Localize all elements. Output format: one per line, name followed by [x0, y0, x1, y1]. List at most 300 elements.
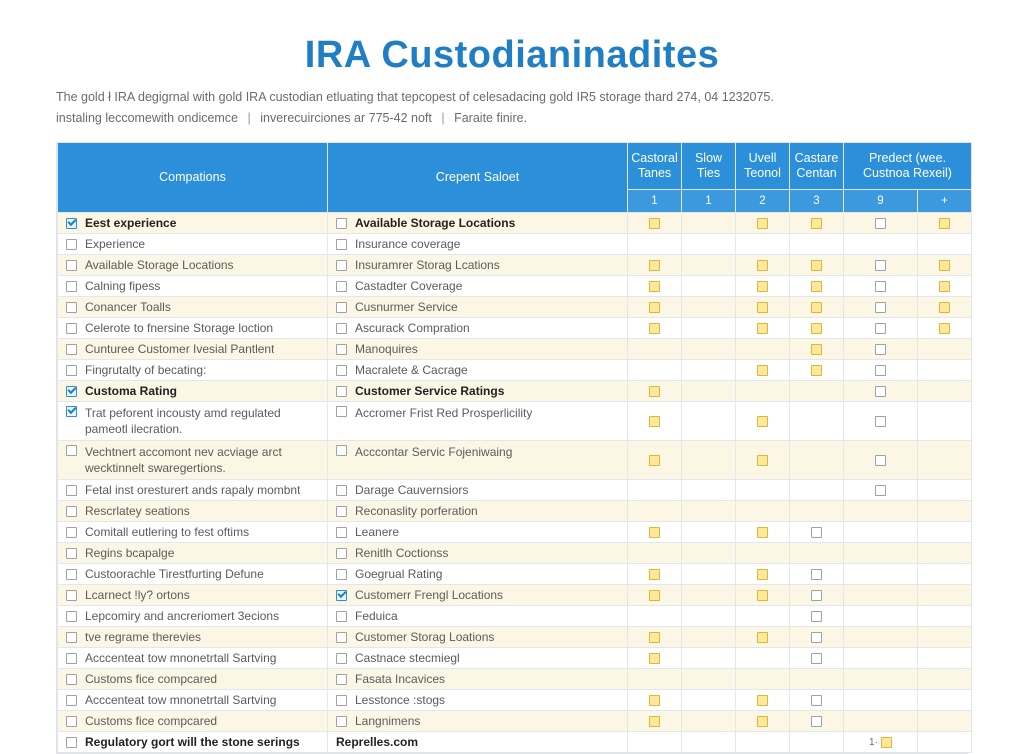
checkbox-checked-icon[interactable] [66, 218, 77, 229]
rating-cell[interactable] [844, 648, 918, 669]
rating-cell[interactable] [682, 213, 736, 234]
checkbox-filled-icon[interactable] [811, 302, 822, 313]
checkbox-icon[interactable] [811, 611, 822, 622]
checkbox-filled-icon[interactable] [811, 365, 822, 376]
rating-cell[interactable] [736, 318, 790, 339]
checkbox-icon[interactable] [66, 260, 77, 271]
rating-cell[interactable] [844, 711, 918, 732]
feature-cell [328, 480, 628, 501]
checkbox-filled-icon[interactable] [649, 323, 660, 334]
comparison-label: Experience [85, 237, 146, 252]
checkbox-icon[interactable] [66, 485, 77, 496]
rating-cell[interactable] [844, 297, 918, 318]
checkbox-filled-icon[interactable] [811, 344, 822, 355]
feature-cell [328, 690, 628, 711]
checkbox-filled-icon[interactable] [881, 737, 892, 748]
rating-cell[interactable] [790, 732, 844, 753]
checkbox-icon[interactable] [66, 674, 77, 685]
feature-cell [328, 543, 628, 564]
rating-cell[interactable] [682, 480, 736, 501]
rating-cell[interactable] [844, 339, 918, 360]
checkbox-icon[interactable] [336, 365, 347, 376]
checkbox-filled-icon[interactable] [757, 260, 768, 271]
header-col-7: Predect (wee. Custnoa Rexeil) [844, 143, 972, 190]
checkbox-icon[interactable] [336, 485, 347, 496]
rating-cell[interactable] [790, 648, 844, 669]
checkbox-icon[interactable] [336, 674, 347, 685]
checkbox-icon[interactable] [811, 695, 822, 706]
feature-cell [328, 564, 628, 585]
checkbox-icon[interactable] [875, 281, 886, 292]
checkbox-filled-icon[interactable] [649, 416, 660, 427]
rating-cell[interactable] [736, 297, 790, 318]
rating-cell[interactable] [844, 501, 918, 522]
feature-label: Lesstonce :stogs [355, 693, 446, 708]
checkbox-filled-icon[interactable] [649, 386, 660, 397]
checkbox-icon[interactable] [336, 344, 347, 355]
rating-cell[interactable] [844, 441, 918, 480]
checkbox-filled-icon[interactable] [649, 302, 660, 313]
checkbox-icon[interactable] [66, 527, 77, 538]
rating-cell[interactable] [790, 402, 844, 441]
rating-cell[interactable] [628, 234, 682, 255]
checkbox-filled-icon[interactable] [757, 365, 768, 376]
comparison-label: Comitall eutlering to fest oftims [85, 525, 250, 540]
checkbox-icon[interactable] [336, 281, 347, 292]
checkbox-icon[interactable] [336, 406, 347, 417]
rating-cell[interactable] [790, 690, 844, 711]
checkbox-icon[interactable] [875, 218, 886, 229]
rating-cell[interactable] [918, 297, 972, 318]
rating-cell[interactable] [628, 690, 682, 711]
rating-cell[interactable] [682, 234, 736, 255]
rating-cell[interactable] [682, 606, 736, 627]
comparison-cell [58, 480, 328, 501]
rating-cell[interactable] [918, 381, 972, 402]
rating-cell[interactable] [628, 648, 682, 669]
rating-cell[interactable] [918, 606, 972, 627]
checkbox-filled-icon[interactable] [757, 590, 768, 601]
rating-cell[interactable] [918, 585, 972, 606]
feature-label: Castadter Coverage [355, 279, 463, 294]
rating-cell[interactable] [918, 711, 972, 732]
rating-cell[interactable] [682, 381, 736, 402]
rating-cell[interactable] [790, 318, 844, 339]
rating-cell[interactable] [918, 543, 972, 564]
rating-cell[interactable] [790, 297, 844, 318]
rating-cell[interactable] [790, 522, 844, 543]
checkbox-icon[interactable] [336, 569, 347, 580]
checkbox-filled-icon[interactable] [757, 569, 768, 580]
checkbox-filled-icon[interactable] [649, 653, 660, 664]
rating-cell[interactable] [682, 360, 736, 381]
feature-cell [328, 276, 628, 297]
rating-cell[interactable] [736, 339, 790, 360]
checkbox-icon[interactable] [875, 365, 886, 376]
checkbox-icon[interactable] [336, 506, 347, 517]
rating-cell[interactable] [628, 522, 682, 543]
checkbox-filled-icon[interactable] [757, 695, 768, 706]
feature-cell [328, 318, 628, 339]
checkbox-filled-icon[interactable] [811, 281, 822, 292]
rating-cell[interactable] [918, 441, 972, 480]
checkbox-filled-icon[interactable] [649, 569, 660, 580]
checkbox-icon[interactable] [66, 590, 77, 601]
checkbox-icon[interactable] [336, 239, 347, 250]
rating-cell[interactable] [628, 339, 682, 360]
rating-cell[interactable] [844, 732, 918, 753]
feature-cell [328, 402, 628, 441]
checkbox-icon[interactable] [66, 611, 77, 622]
checkbox-icon[interactable] [66, 548, 77, 559]
checkbox-icon[interactable] [66, 365, 77, 376]
rating-cell[interactable] [918, 480, 972, 501]
rating-cell[interactable] [682, 276, 736, 297]
checkbox-checked-icon[interactable] [66, 406, 77, 417]
comparison-label: Celerote to fnersine Storage loction [85, 321, 274, 336]
comparison-cell [58, 585, 328, 606]
rating-cell[interactable] [682, 318, 736, 339]
rating-cell[interactable] [790, 360, 844, 381]
rating-cell[interactable] [844, 585, 918, 606]
rating-cell[interactable] [736, 732, 790, 753]
rating-cell[interactable] [628, 441, 682, 480]
rating-cell[interactable] [628, 501, 682, 522]
rating-cell[interactable] [682, 339, 736, 360]
checkbox-filled-icon[interactable] [939, 260, 950, 271]
table-row [58, 276, 972, 297]
checkbox-icon[interactable] [336, 695, 347, 706]
checkbox-filled-icon[interactable] [649, 218, 660, 229]
rating-cell[interactable] [682, 543, 736, 564]
checkbox-icon[interactable] [66, 737, 77, 748]
checkbox-icon[interactable] [811, 590, 822, 601]
comparison-cell [58, 339, 328, 360]
rating-cell[interactable] [628, 543, 682, 564]
checkbox-filled-icon[interactable] [757, 323, 768, 334]
checkbox-filled-icon[interactable] [649, 527, 660, 538]
checkbox-icon[interactable] [875, 344, 886, 355]
rating-cell[interactable] [736, 606, 790, 627]
rating-cell[interactable] [844, 381, 918, 402]
rating-cell[interactable] [628, 255, 682, 276]
rating-cell[interactable] [844, 213, 918, 234]
rating-cell[interactable] [682, 402, 736, 441]
checkbox-icon[interactable] [811, 569, 822, 580]
rating-cell[interactable] [844, 690, 918, 711]
checkbox-icon[interactable] [336, 260, 347, 271]
checkbox-checked-icon[interactable] [336, 590, 347, 601]
checkbox-icon[interactable] [811, 653, 822, 664]
rating-cell[interactable] [628, 480, 682, 501]
checkbox-icon[interactable] [66, 281, 77, 292]
rating-cell[interactable] [790, 441, 844, 480]
rating-cell[interactable] [790, 543, 844, 564]
checkbox-icon[interactable] [875, 323, 886, 334]
rating-cell[interactable] [628, 297, 682, 318]
rating-cell[interactable] [918, 318, 972, 339]
feature-cell [328, 297, 628, 318]
comparison-cell [58, 627, 328, 648]
checkbox-icon[interactable] [336, 632, 347, 643]
table-row [58, 381, 972, 402]
checkbox-icon[interactable] [811, 716, 822, 727]
rating-cell[interactable] [682, 669, 736, 690]
rating-cell[interactable] [736, 711, 790, 732]
rating-cell[interactable] [736, 213, 790, 234]
checkbox-icon[interactable] [336, 653, 347, 664]
checkbox-icon[interactable] [811, 632, 822, 643]
intro-line-2-text-b: inverecuirciones ar 775-42 noft [260, 110, 432, 125]
checkbox-filled-icon[interactable] [811, 218, 822, 229]
rating-cell[interactable] [682, 648, 736, 669]
rating-cell[interactable] [736, 585, 790, 606]
rating-cell[interactable] [790, 255, 844, 276]
checkbox-icon[interactable] [336, 445, 347, 456]
checkbox-icon[interactable] [66, 323, 77, 334]
rating-cell[interactable] [682, 585, 736, 606]
rating-cell[interactable] [790, 480, 844, 501]
checkbox-filled-icon[interactable] [757, 218, 768, 229]
rating-cell[interactable] [736, 480, 790, 501]
comparison-cell [58, 297, 328, 318]
rating-cell[interactable] [628, 213, 682, 234]
checkbox-icon[interactable] [875, 386, 886, 397]
comparison-cell [58, 318, 328, 339]
table-row [58, 732, 972, 753]
checkbox-icon[interactable] [336, 386, 347, 397]
rating-cell[interactable] [918, 276, 972, 297]
checkbox-filled-icon[interactable] [757, 527, 768, 538]
comparison-cell [58, 213, 328, 234]
checkbox-icon[interactable] [66, 653, 77, 664]
checkbox-filled-icon[interactable] [757, 455, 768, 466]
rating-cell[interactable] [844, 234, 918, 255]
rating-cell[interactable] [790, 276, 844, 297]
comparison-cell [58, 501, 328, 522]
checkbox-icon[interactable] [336, 218, 347, 229]
feature-cell [328, 234, 628, 255]
rating-cell[interactable] [682, 564, 736, 585]
feature-label: Langnimens [355, 714, 421, 729]
rating-cell[interactable] [790, 585, 844, 606]
rating-cell[interactable] [736, 402, 790, 441]
rating-cell[interactable] [790, 606, 844, 627]
rating-cell[interactable] [736, 234, 790, 255]
feature-label: Customer Storag Loations [355, 630, 495, 645]
comparison-label: Lepcomiry and ancreriomert 3ecions [85, 609, 280, 624]
checkbox-filled-icon[interactable] [939, 323, 950, 334]
rating-cell[interactable] [628, 732, 682, 753]
rating-cell[interactable] [918, 690, 972, 711]
rating-cell[interactable] [682, 711, 736, 732]
rating-cell[interactable] [628, 564, 682, 585]
subheader-3: 2 [736, 190, 790, 213]
comparison-label: Vechtnert accomont nev acviage arct wecktinnelt swaregertions. [85, 445, 282, 475]
rating-cell[interactable] [736, 564, 790, 585]
rating-cell[interactable] [844, 360, 918, 381]
checkbox-icon[interactable] [66, 695, 77, 706]
checkbox-filled-icon[interactable] [649, 281, 660, 292]
intro-line-2-text-a: instaling leccomewith ondicemce [56, 110, 239, 125]
rating-cell[interactable] [628, 360, 682, 381]
checkbox-filled-icon[interactable] [649, 590, 660, 601]
rating-cell[interactable] [790, 669, 844, 690]
rating-cell[interactable] [790, 381, 844, 402]
rating-cell[interactable] [918, 648, 972, 669]
checkbox-icon[interactable] [875, 485, 886, 496]
checkbox-filled-icon[interactable] [649, 455, 660, 466]
rating-cell[interactable] [736, 381, 790, 402]
checkbox-filled-icon[interactable] [649, 260, 660, 271]
rating-cell[interactable] [790, 234, 844, 255]
checkbox-checked-icon[interactable] [66, 386, 77, 397]
rating-cell[interactable] [844, 276, 918, 297]
checkbox-filled-icon[interactable] [811, 323, 822, 334]
rating-cell[interactable] [844, 480, 918, 501]
rating-cell[interactable] [628, 669, 682, 690]
checkbox-filled-icon[interactable] [939, 302, 950, 313]
feature-cell [328, 648, 628, 669]
rating-cell[interactable] [918, 402, 972, 441]
checkbox-icon[interactable] [875, 260, 886, 271]
checkbox-filled-icon[interactable] [939, 281, 950, 292]
checkbox-filled-icon[interactable] [757, 302, 768, 313]
rating-cell[interactable] [918, 213, 972, 234]
checkbox-filled-icon[interactable] [757, 281, 768, 292]
rating-cell[interactable] [628, 402, 682, 441]
table-row [58, 543, 972, 564]
checkbox-icon[interactable] [66, 445, 77, 456]
rating-cell[interactable] [682, 732, 736, 753]
table-row [58, 690, 972, 711]
rating-cell[interactable] [918, 234, 972, 255]
checkbox-icon[interactable] [336, 548, 347, 559]
rating-cell[interactable] [918, 732, 972, 753]
checkbox-filled-icon[interactable] [939, 218, 950, 229]
checkbox-icon[interactable] [336, 611, 347, 622]
feature-cell [328, 627, 628, 648]
rating-cell[interactable] [918, 501, 972, 522]
rating-cell[interactable] [844, 543, 918, 564]
rating-cell[interactable] [736, 543, 790, 564]
feature-label: Customerr Frengl Locations [355, 588, 504, 603]
rating-cell[interactable] [918, 255, 972, 276]
rating-cell[interactable] [844, 564, 918, 585]
checkbox-filled-icon[interactable] [757, 632, 768, 643]
rating-cell[interactable] [790, 627, 844, 648]
comparison-table-wrapper [56, 142, 968, 754]
checkbox-icon[interactable] [66, 569, 77, 580]
rating-cell[interactable] [736, 648, 790, 669]
rating-cell[interactable] [736, 441, 790, 480]
rating-cell[interactable] [844, 318, 918, 339]
rating-cell[interactable] [790, 564, 844, 585]
rating-cell[interactable] [844, 627, 918, 648]
checkbox-icon[interactable] [66, 239, 77, 250]
feature-label: Darage Cauvernsiors [355, 483, 469, 498]
comparison-cell [58, 543, 328, 564]
rating-cell[interactable] [628, 276, 682, 297]
checkbox-icon[interactable] [66, 716, 77, 727]
comparison-cell [58, 276, 328, 297]
feature-cell [328, 585, 628, 606]
rating-cell[interactable] [844, 606, 918, 627]
rating-cell[interactable] [736, 669, 790, 690]
rating-cell[interactable] [844, 669, 918, 690]
checkbox-icon[interactable] [336, 302, 347, 313]
rating-cell[interactable] [790, 501, 844, 522]
rating-cell[interactable] [682, 501, 736, 522]
checkbox-filled-icon[interactable] [649, 632, 660, 643]
feature-cell [328, 606, 628, 627]
checkbox-icon[interactable] [336, 716, 347, 727]
rating-cell[interactable] [628, 627, 682, 648]
rating-cell[interactable] [628, 606, 682, 627]
rating-cell[interactable] [918, 360, 972, 381]
checkbox-icon[interactable] [336, 323, 347, 334]
checkbox-filled-icon[interactable] [757, 416, 768, 427]
rating-cell[interactable] [628, 585, 682, 606]
rating-cell[interactable] [628, 711, 682, 732]
checkbox-filled-icon[interactable] [649, 716, 660, 727]
feature-cell [328, 255, 628, 276]
checkbox-icon[interactable] [875, 455, 886, 466]
rating-cell[interactable] [790, 339, 844, 360]
rating-cell[interactable] [918, 564, 972, 585]
rating-cell[interactable] [736, 690, 790, 711]
table-row [58, 318, 972, 339]
checkbox-icon[interactable] [66, 632, 77, 643]
rating-cell[interactable] [844, 402, 918, 441]
rating-cell[interactable] [682, 690, 736, 711]
rating-cell[interactable] [682, 627, 736, 648]
rating-cell[interactable] [682, 522, 736, 543]
rating-cell[interactable] [918, 522, 972, 543]
rating-cell[interactable] [628, 318, 682, 339]
rating-cell[interactable] [682, 441, 736, 480]
rating-cell[interactable] [736, 255, 790, 276]
rating-cell[interactable] [682, 297, 736, 318]
rating-cell[interactable] [844, 255, 918, 276]
rating-cell[interactable] [736, 501, 790, 522]
rating-cell[interactable] [736, 276, 790, 297]
checkbox-icon[interactable] [66, 302, 77, 313]
rating-cell[interactable] [918, 669, 972, 690]
rating-cell[interactable] [790, 711, 844, 732]
checkbox-icon[interactable] [336, 527, 347, 538]
checkbox-filled-icon[interactable] [811, 260, 822, 271]
rating-cell[interactable] [790, 213, 844, 234]
rating-cell[interactable] [736, 627, 790, 648]
intro-line-1 [56, 87, 968, 108]
rating-cell[interactable] [844, 522, 918, 543]
checkbox-icon[interactable] [875, 416, 886, 427]
rating-cell[interactable] [628, 381, 682, 402]
rating-cell[interactable] [918, 627, 972, 648]
rating-cell[interactable] [682, 255, 736, 276]
rating-cell[interactable] [736, 522, 790, 543]
table-row [58, 585, 972, 606]
checkbox-filled-icon[interactable] [649, 695, 660, 706]
checkbox-filled-icon[interactable] [757, 716, 768, 727]
checkbox-icon[interactable] [875, 302, 886, 313]
rating-cell[interactable] [918, 339, 972, 360]
checkbox-icon[interactable] [66, 506, 77, 517]
checkbox-icon[interactable] [811, 527, 822, 538]
checkbox-icon[interactable] [66, 344, 77, 355]
rating-cell[interactable] [736, 360, 790, 381]
